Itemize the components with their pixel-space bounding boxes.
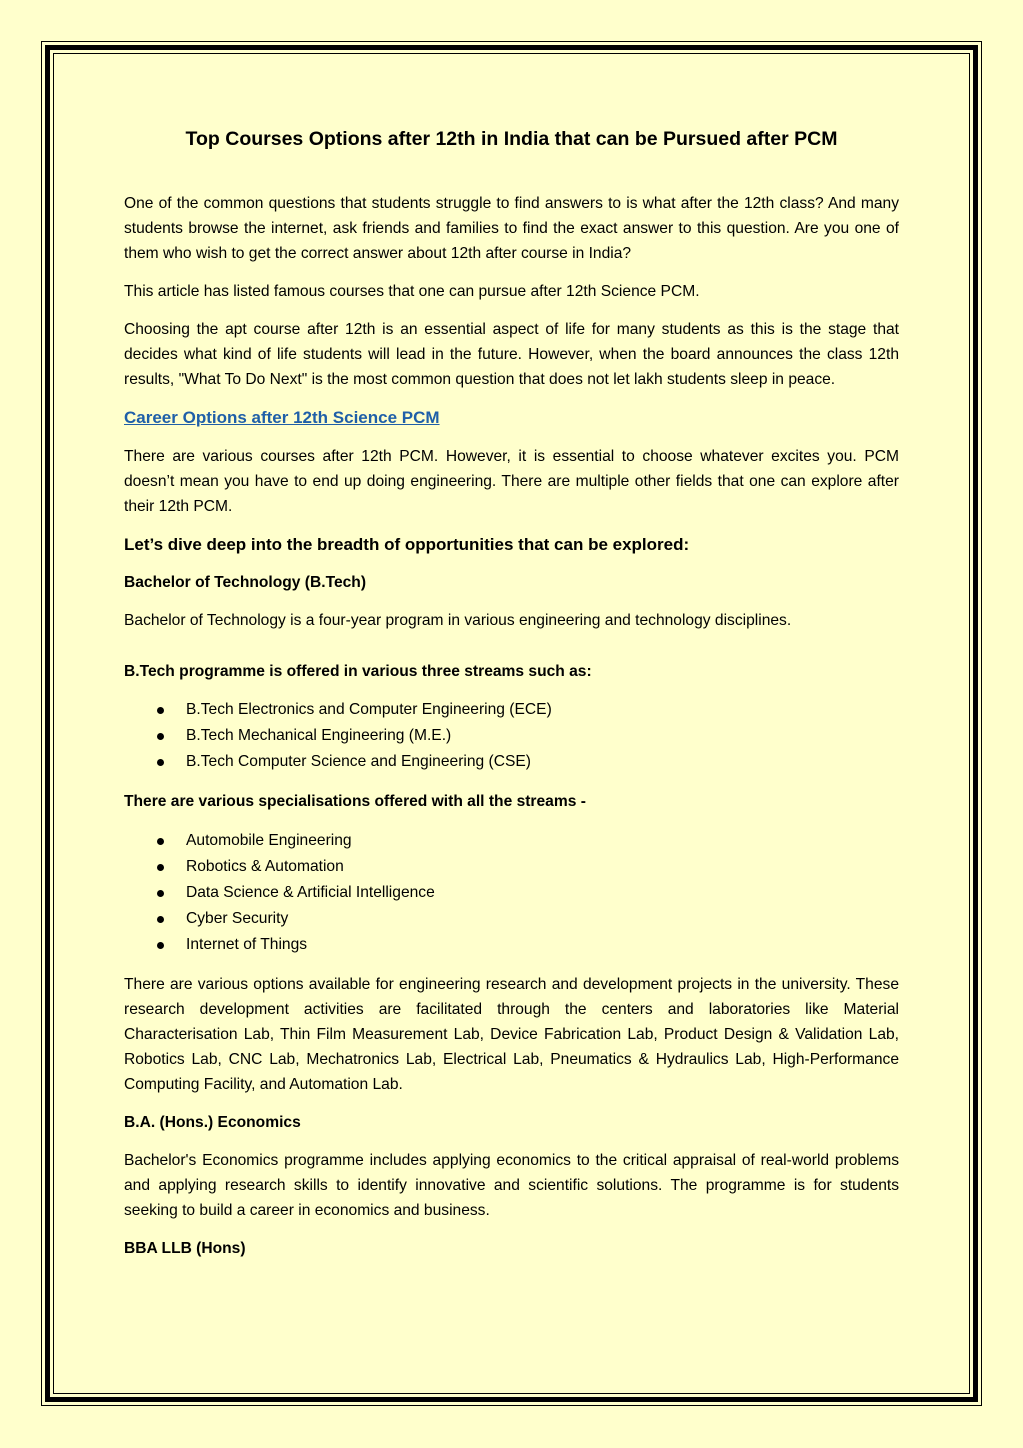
page-title: Top Courses Options after 12th in India that can be Pursued after PCM: [185, 128, 838, 150]
list-item: Data Science & Artificial Intelligence: [124, 880, 899, 906]
list-item: Robotics & Automation: [124, 854, 899, 880]
specialisations-heading: There are various specialisations offered with all the streams -: [124, 793, 586, 810]
list-item: B.Tech Mechanical Engineering (M.E.): [124, 723, 899, 749]
bullet-icon: [157, 759, 164, 766]
list-item: Automobile Engineering: [124, 828, 899, 854]
bullet-icon: [157, 942, 164, 949]
streams-heading: B.Tech programme is offered in various three streams such as:: [124, 663, 592, 680]
ba-economics-description: Bachelor's Economics programme includes applying economics to the critical appraisal of real-world problems and applying research skills to identify innovative and scientific solutions. The programme is for students seeking to build a career in economics and business.: [124, 1152, 899, 1219]
document-body: [124, 125, 899, 1274]
bullet-icon: [157, 733, 164, 740]
opportunities-heading: Let’s dive deep into the breadth of opportunities that can be explored:: [124, 535, 690, 554]
bba-llb-heading: BBA LLB (Hons): [124, 1240, 246, 1257]
intro-paragraph-2: This article has listed famous courses that one can pursue after 12th Science PCM.: [124, 283, 700, 300]
bullet-icon: [157, 890, 164, 897]
research-paragraph: There are various options available for engineering research and development projects in the university. These research development activities are facilitated through the centers and laboratories like Material Characterisation Lab, Thin Film Measurement Lab, Device Fabrication Lab, Product Design & Validation Lab, Robotics Lab, CNC Lab, Mechatronics Lab, Electrical Lab, Pneumatics & Hydraulics Lab, High-Performance Computing Facility, and Automation Lab.: [124, 976, 899, 1093]
intro-paragraph-3: Choosing the apt course after 12th is an essential aspect of life for many students as this is the stage that decides what kind of life students will lead in the future. However, when the board announces the class 12th results, "What To Do Next" is the most common question that does not let lakh students sleep in peace.: [124, 321, 899, 388]
bullet-icon: [157, 864, 164, 871]
bullet-icon: [157, 707, 164, 714]
btech-heading: Bachelor of Technology (B.Tech): [124, 574, 367, 591]
btech-description: Bachelor of Technology is a four-year program in various engineering and technology disciplines.: [124, 612, 792, 629]
list-item: B.Tech Electronics and Computer Engineering (ECE): [124, 697, 899, 723]
bullet-icon: [157, 916, 164, 923]
career-options-link[interactable]: Career Options after 12th Science PCM: [124, 408, 440, 427]
list-item: Internet of Things: [124, 932, 899, 958]
intro-paragraph-1: One of the common questions that students struggle to find answers to is what after the 12th class? And many students browse the internet, ask friends and families to find the exact answer to this question. Are you one of them who wish to get the correct answer about 12th after course in India?: [124, 195, 899, 262]
specialisations-list: [124, 828, 899, 958]
career-paragraph: There are various courses after 12th PCM. However, it is essential to choose whatever excites you. PCM doesn’t mean you have to end up doing engineering. There are multiple other fields that one can explore after their 12th PCM.: [124, 448, 899, 515]
ba-economics-heading: B.A. (Hons.) Economics: [124, 1114, 301, 1131]
streams-list: [124, 697, 899, 775]
list-item: Cyber Security: [124, 906, 899, 932]
list-item: B.Tech Computer Science and Engineering (CSE): [124, 749, 899, 775]
bullet-icon: [157, 838, 164, 845]
